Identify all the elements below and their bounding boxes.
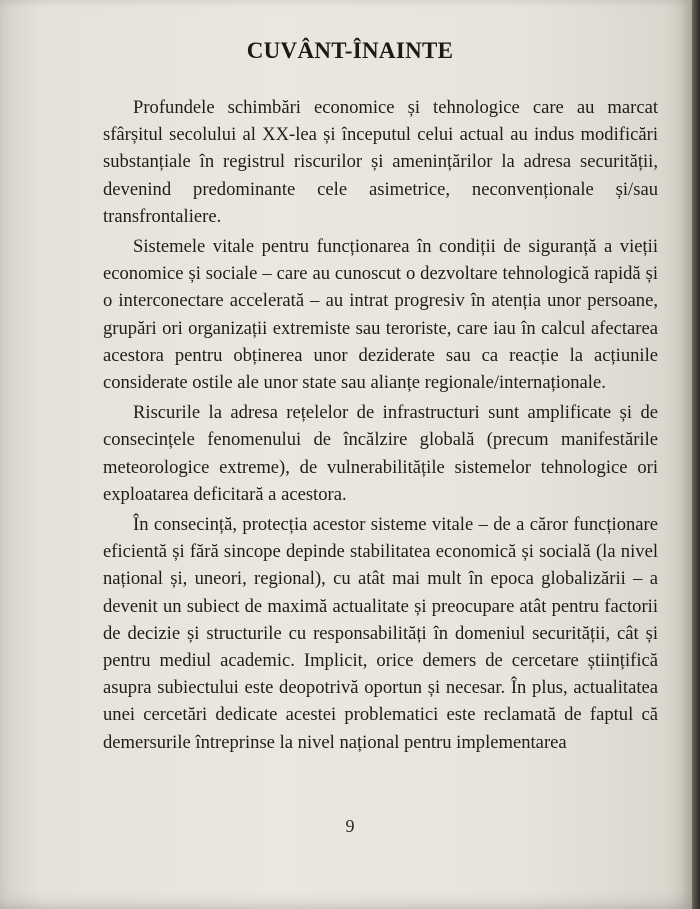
page-title: CUVÂNT-ÎNAINTE xyxy=(246,38,454,63)
body-text xyxy=(103,94,658,756)
paragraph-3: Riscurile la adresa rețelelor de infrastructuri sunt amplificate și de consecințele fenomenului de încălzire globală (precum manifestările meteorologice extreme), de vulnerabilitățile sistemelor tehnologice ori exploatarea deficitară a acestora. xyxy=(103,402,658,505)
page-number: 9 xyxy=(345,816,355,836)
paragraph-4: În consecință, protecția acestor sisteme vitale – de a căror funcționare eficientă și fără sincope depinde stabilitatea economică și socială (la nivel național și, uneori, regional), cu atât mai mult în epoca globalizării – a devenit un subiect de maximă actualitate și preocupare atât pentru factorii de decizie și structurile cu responsabilități în domeniul securității, cât și pentru mediul academic. Implicit, orice demers de cercetare științifică asupra subiectului este deopotrivă oportun și necesar. În plus, actualitatea unei cercetări dedicate acestei problematici este reclamată de faptul că demersurile întreprinse la nivel național pentru implementarea xyxy=(103,514,658,753)
book-edge-shadow xyxy=(692,0,700,909)
paragraph-2: Sistemele vitale pentru funcționarea în condiții de siguranță a vieții economice și sociale – care au cunoscut o dezvoltare tehnologică rapidă și o interconectare accelerată – au intrat progresiv în atenția unor persoane, grupări ori organizații extremiste sau teroriste, care iau în calcul afectarea acestora pentru obținerea unor deziderate sau ca reacție la acțiunile considerate ostile ale unor state sau alianțe regionale/internaționale. xyxy=(103,236,658,394)
paragraph-1: Profundele schimbări economice și tehnologice care au marcat sfârșitul secolului al XX-lea și începutul celui actual au indus modificări substanțiale în registrul riscurilor și amenințărilor la adresa securității, devenind predominante cele asimetrice, neconvenționale și/sau transfrontaliere. xyxy=(103,97,658,227)
